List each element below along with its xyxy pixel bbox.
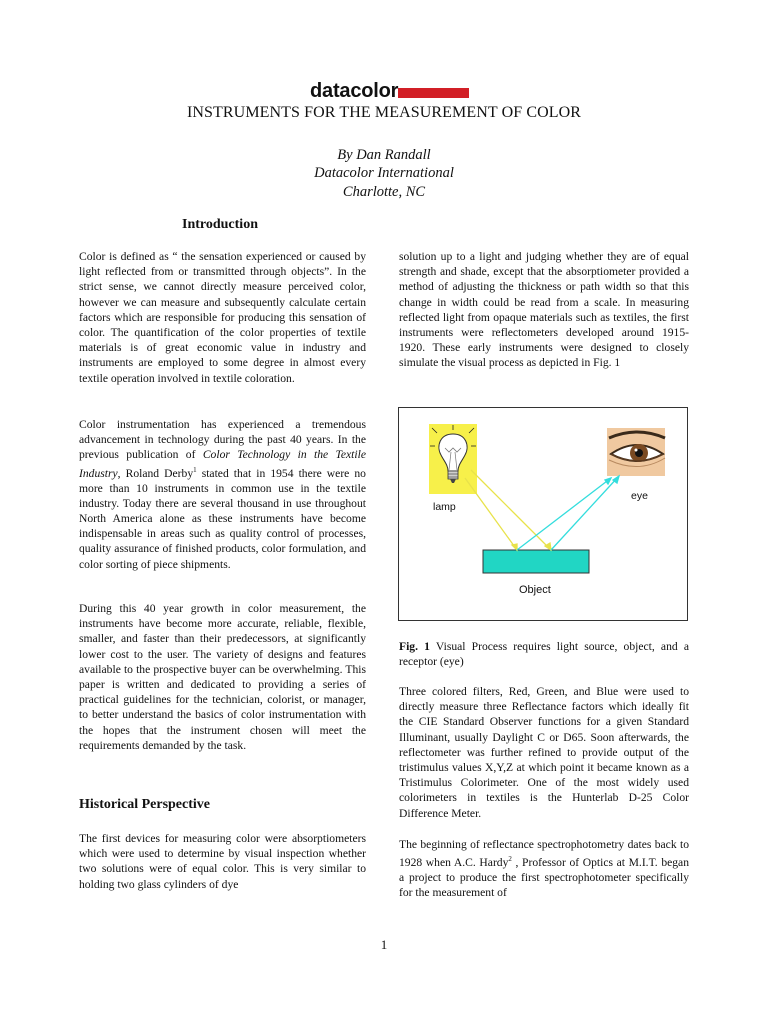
object-sample (483, 550, 589, 573)
intro-paragraph-1: Color is defined as “ the sensation experienced or caused by light reflected from or transmitted through objects”. In the strict sense, we cannot directly measure perceived color, however we can measure and subsequently calculate certain factors which are responsible for producing this sensation of color. The quantification of the color properties of textile materials is of great economic value in industry and instruments are employed to some degree in almost every textile operation involved in textile coloration. (79, 250, 366, 385)
publication-title: Color Technology in the Textile Industry (79, 448, 366, 480)
intro-paragraph-3: During this 40 year growth in color measurement, the instruments have become more accurate, reliable, flexible, smaller, and faster than their predecessors, at significantly lower cost to the user. The variety of designs and features available to the prospective buyer can be overwhelming. This paper is written and dedicated to providing a series of practical guidelines for the technician, colorist, or manager, to better understand the basics of color instrumentation with the hopes that the instrument chosen will meet the requirements demanded by the task. (79, 602, 366, 752)
organization-line: Datacolor International (314, 165, 454, 181)
historical-paragraph-continued: solution up to a light and judging whether they are of equal strength and shade, except that the absorptiometer provided a method of adjusting the thickness or path width so that this change in width could be read from a scale. In measuring reflected light from opaque materials such as textiles, the first instruments were reflectometers developed around 1915-1920. These early instruments were designed to closely simulate the visual process as depicted in Fig. 1 (399, 250, 689, 370)
historical-paragraph-2: Three colored filters, Red, Green, and Blue were used to directly measure three Reflectance factors which ideally fit the CIE Standard Observer functions for a given Standard Illuminant, usually Daylight C or D65. Soon afterwards, the reflectometer was further refined to provide output of the tristimulus values X,Y,Z at which point it became known as a Tristimulus Colorimeter. One of the most widely used colorimeters in textiles is the Hunterlab D-25 Color Difference Meter. (399, 685, 689, 820)
page-number: 1 (380, 937, 388, 952)
p3-text-b: , Professor of Optics at M.I.T. began a project to produce the first spectrophotometer specifically for the measurement of (399, 856, 690, 900)
lamp-label: lamp (433, 501, 456, 513)
object-label: Object (519, 584, 551, 596)
reflected-light-rays (517, 476, 619, 550)
historical-paragraph-3 (399, 837, 689, 901)
caption-label: Fig. 1 (399, 640, 430, 653)
figure-1-caption (399, 639, 689, 669)
logo-red-bar (398, 88, 469, 98)
document-title: INSTRUMENTS FOR THE MEASUREMENT OF COLOR (186, 104, 582, 121)
footnote-2: 2 (508, 855, 512, 864)
footnote-1: 1 (193, 465, 197, 474)
historical-paragraph-1: The first devices for measuring color were absorptiometers which were used to determine by visual inspection whether two solutions were of equal color. This is very similar to holding two glass cylinders of dye (79, 832, 366, 891)
figure-1-drawing (399, 408, 687, 620)
caption-text: Visual Process requires light source, object, and a receptor (eye) (399, 640, 689, 669)
heading-introduction: Introduction (182, 217, 258, 232)
intro-paragraph-2 (79, 417, 366, 572)
p2-text-b: , Roland Derby (117, 466, 194, 480)
location-line: Charlotte, NC (342, 184, 426, 200)
p3-text-a: The beginning of reflectance spectrophotometry dates back to 1928 when A.C. Hardy (399, 838, 689, 870)
p2-text-c: stated that in 1954 there were no more than 10 instruments in common use in the textile industry. Today there are several thousand in use throughout North America alone as these instruments have become indispensable in areas such as quality control of processes, quality assurance of finished products, color formulation, and color sorting of piece shipments. (79, 466, 366, 571)
logo-text: datacolor (310, 80, 399, 102)
eye-label: eye (631, 490, 648, 502)
incident-light-rays (465, 470, 551, 550)
p2-text-a: Color instrumentation has experienced a tremendous advancement in technology during the past 40 years. In the previous publication of (79, 418, 366, 462)
author-line: By Dan Randall (337, 147, 431, 163)
figure-1-visual-process (398, 407, 688, 621)
heading-historical-perspective: Historical Perspective (79, 797, 211, 812)
